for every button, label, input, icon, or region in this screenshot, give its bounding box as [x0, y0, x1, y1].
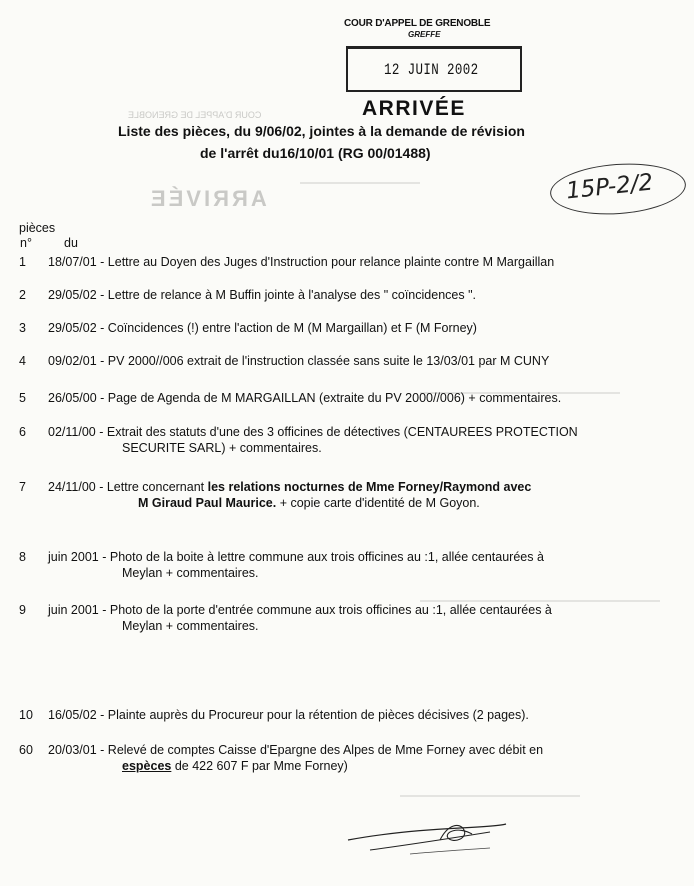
bleed-through-mark — [300, 182, 420, 184]
item-text-continued: Meylan + commentaires. — [122, 619, 259, 633]
item-text-underlined: espèces — [122, 759, 172, 773]
stamp-office: GREFFE — [408, 30, 441, 39]
bleed-through-arrivee: ARRIVÉE — [148, 186, 267, 211]
item-date: 29/05/02 — [48, 288, 97, 302]
bleed-through-header: COUR D'APPEL DE GRENOBLE — [128, 110, 262, 120]
item-date: 09/02/01 — [48, 354, 97, 368]
document-title-line2: de l'arrêt du16/10/01 (RG 00/01488) — [200, 145, 431, 161]
item-text: - PV 2000//006 extrait de l'instruction classée sans suite le 13/03/01 par M CUNY — [100, 354, 550, 368]
item-date: 16/05/02 — [48, 708, 97, 722]
column-header-pieces: pièces — [19, 221, 56, 235]
item-text-continued: Meylan + commentaires. — [122, 566, 259, 580]
item-number: 6 — [19, 425, 26, 439]
item-text: - Coïncidences (!) entre l'action de M (M Margaillan) et F (M Forney) — [100, 321, 477, 335]
item-number: 5 — [19, 391, 26, 405]
item-text: - Plainte auprès du Procureur pour la rétention de pièces décisives (2 pages). — [100, 708, 529, 722]
item-date: 24/11/00 — [48, 480, 96, 494]
item-date: 02/11/00 — [48, 425, 96, 439]
bleed-through-mark — [400, 795, 580, 797]
item-text-continued: SECURITE SARL) + commentaires. — [122, 441, 322, 455]
item-text: - Extrait des statuts d'une des 3 officines de détectives (CENTAUREES PROTECTION — [99, 425, 578, 439]
item-text-continued: de 422 607 F par Mme Forney) — [171, 759, 348, 773]
item-text: - Lettre au Doyen des Juges d'Instruction pour relance plainte contre M Margaillan — [100, 255, 555, 269]
signature — [340, 810, 510, 862]
item-number: 8 — [19, 550, 26, 564]
item-number: 60 — [19, 743, 33, 757]
column-header-number: n° — [20, 236, 32, 250]
stamp-court-name: COUR D'APPEL DE GRENOBLE — [344, 18, 491, 29]
item-number: 1 — [19, 255, 26, 269]
item-date: 29/05/02 — [48, 321, 97, 335]
document-title-line1: Liste des pièces, du 9/06/02, jointes à la demande de révision — [118, 123, 525, 139]
item-number: 9 — [19, 603, 26, 617]
item-text: - Lettre concernant — [99, 480, 208, 494]
item-date: 18/07/01 — [48, 255, 97, 269]
item-date: juin 2001 — [48, 603, 99, 617]
item-text: - Page de Agenda de M MARGAILLAN (extraite du PV 2000//006) + commentaires. — [100, 391, 562, 405]
item-date: 26/05/00 — [48, 391, 97, 405]
item-number: 3 — [19, 321, 26, 335]
item-date: juin 2001 — [48, 550, 99, 564]
item-text: - Photo de la boite à lettre commune aux trois officines au :1, allée centaurées à — [102, 550, 544, 564]
item-text-continued: + copie carte d'identité de M Goyon. — [276, 496, 480, 510]
stamp-received-label: ARRIVÉE — [362, 97, 466, 120]
item-text: - Lettre de relance à M Buffin jointe à l'analyse des " coïncidences ". — [100, 288, 476, 302]
column-header-date: du — [64, 236, 78, 250]
item-number: 7 — [19, 480, 26, 494]
stamp-date: 12 JUIN 2002 — [384, 61, 479, 79]
item-number: 4 — [19, 354, 26, 368]
handwritten-note: 15P-2/2 — [564, 169, 655, 205]
item-date: 20/03/01 — [48, 743, 97, 757]
item-text: - Photo de la porte d'entrée commune aux trois officines au :1, allée centaurées à — [102, 603, 552, 617]
item-number: 10 — [19, 708, 33, 722]
item-text-emphasis-continued: M Giraud Paul Maurice. — [138, 496, 277, 510]
item-text-emphasis: les relations nocturnes de Mme Forney/Raymond avec — [207, 480, 532, 494]
item-text: - Relevé de comptes Caisse d'Epargne des Alpes de Mme Forney avec débit en — [100, 743, 544, 757]
item-number: 2 — [19, 288, 26, 302]
